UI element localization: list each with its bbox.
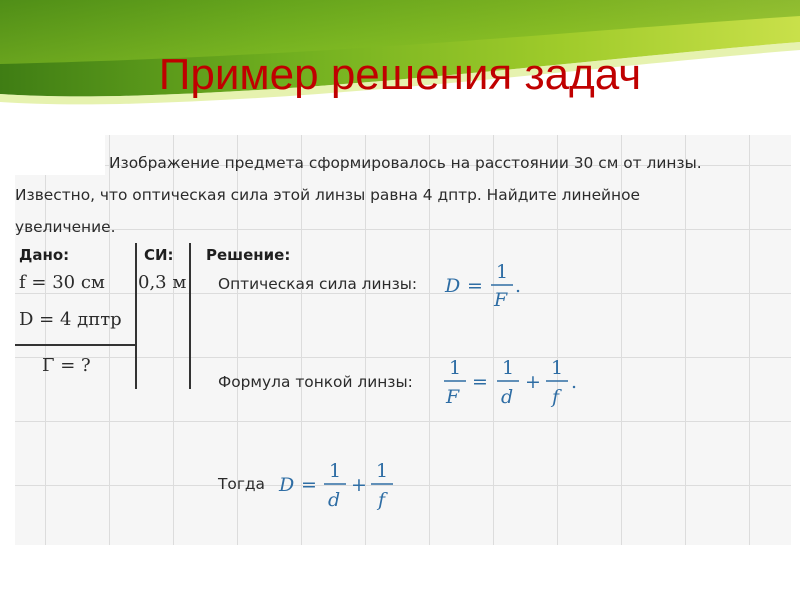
slide-title: Пример решения задач xyxy=(158,50,642,99)
step1-formula xyxy=(443,254,553,316)
svg-text:=: = xyxy=(467,275,483,297)
svg-text:1: 1 xyxy=(376,460,389,482)
svg-text:=: = xyxy=(472,371,488,393)
svg-text:f: f xyxy=(552,386,560,408)
svg-text:+: + xyxy=(351,474,367,496)
step2-text: Формула тонкой линзы: xyxy=(218,373,413,391)
svg-text:d: d xyxy=(501,386,514,408)
content-panel xyxy=(15,135,791,545)
given-heading: Дано: xyxy=(19,246,70,264)
svg-text:1: 1 xyxy=(502,357,515,379)
problem-statement: Изображение предмета сформировалось на расстоянии 30 см от линзы. Известно, что оптическая сила этой линзы равна 4 дптр. Найдите линейное увеличение. xyxy=(15,154,702,236)
given-item-f: f = 30 см xyxy=(19,272,105,293)
svg-text:d: d xyxy=(328,489,341,511)
svg-text:.: . xyxy=(515,275,522,297)
divider-given-si xyxy=(135,243,137,389)
svg-text:1: 1 xyxy=(551,357,564,379)
divider-si-solution xyxy=(189,243,191,389)
solution-heading: Решение: xyxy=(206,246,291,264)
svg-text:=: = xyxy=(301,474,317,496)
svg-text:1: 1 xyxy=(449,357,462,379)
svg-text:D: D xyxy=(445,275,461,297)
svg-text:1: 1 xyxy=(496,261,509,283)
svg-text:.: . xyxy=(571,371,578,393)
svg-text:D: D xyxy=(279,474,295,496)
find-quantity: Γ = ? xyxy=(42,355,91,376)
panel-corner-cutout xyxy=(15,135,105,175)
step3-text: Тогда xyxy=(218,475,265,493)
given-separator xyxy=(15,344,135,346)
given-item-d: D = 4 дптр xyxy=(19,309,122,330)
svg-text:f: f xyxy=(378,489,386,511)
step1-text: Оптическая сила линзы: xyxy=(218,275,418,293)
si-heading: СИ: xyxy=(144,246,174,264)
step3-formula xyxy=(277,453,397,517)
svg-text:F: F xyxy=(446,386,460,408)
svg-text:F: F xyxy=(494,289,508,311)
step2-formula xyxy=(442,350,582,414)
si-value: 0,3 м xyxy=(138,272,187,293)
svg-text:+: + xyxy=(525,371,541,393)
svg-text:1: 1 xyxy=(329,460,342,482)
